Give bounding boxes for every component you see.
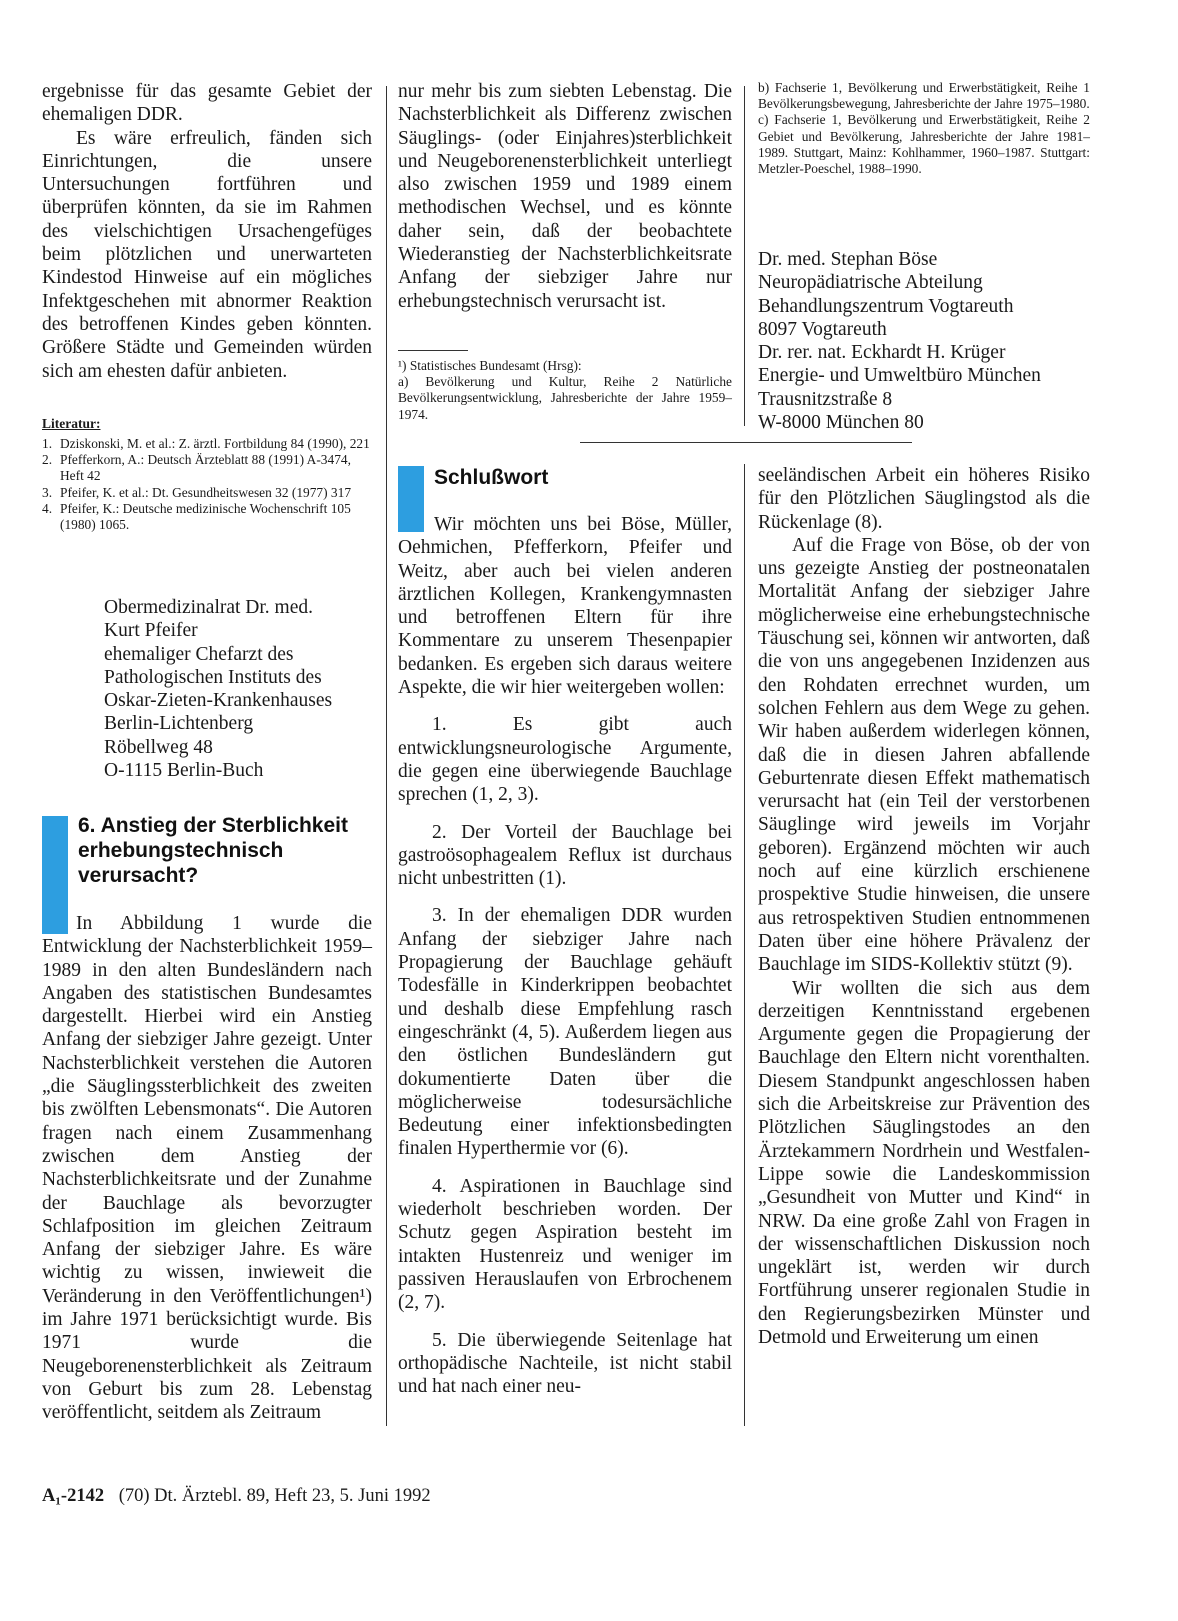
literature-item: 1. Dziskonski, M. et al.: Z. ärztl. Fortbildung 84 (1990), 221 xyxy=(42,436,370,451)
list-point: 5. Die überwiegende Seitenlage hat orthopädische Nachteile, ist nicht stabil und hat nach einer neu- xyxy=(398,1329,732,1398)
column-divider xyxy=(744,464,745,1426)
paragraph: Auf die Frage von Böse, ob der von uns gezeigte Anstieg der postneonatalen Mortalität Anfang der siebziger Jahre möglicherweise eine erhebungstechnische Täuschung sei, können wir antworten, daß die von uns angegebenen Inzidenzen aus den Rohdaten errechnet wurden, um solchen Fehlern aus dem Wege zu gehen. Wir haben außerdem widerlegen können, daß die in diesen Jahren abfallende Geburtenrate diesen Effekt mathematisch verursacht hat (ein Teil der verstorbenen Säuglinge wird jeweils im Vorjahr geboren). Ergänzend möchten wir auch noch auf eine kürzlich erschienene prospektive Studie hinweisen, die unsere aus retrospektiven Studien entnommenen Daten über eine höhere Prävalenz der Bauchlage im SIDS-Kollektiv stützt (9). xyxy=(758,534,1090,976)
paragraph: Wir wollten die sich aus dem derzeitigen Kenntnisstand ergebenen Argumente gegen die Propagierung der Bauchlage den Eltern nicht vorenthalten. Diesem Standpunkt angeschlossen haben sich die Arbeitskreise zur Prävention des Plötzlichen Säuglingstodes an den Ärztekammern Nordrhein und Westfalen-Lippe sowie die Landeskommission „Gesundheit von Mutter und Kind“ in NRW. Da eine große Zahl von Fragen in der wissenschaftlichen Diskussion noch ungeklärt ist, werden wir durch Fortführung unserer regionalen Studie in den Regierungsbezirken Münster und Detmold und Erweiterung um einen xyxy=(758,977,1090,1348)
footnote: a) Bevölkerung und Kultur, Reihe 2 Natürliche Bevölkerungsentwicklung, Jahresberichte der Jahre 1959–1974. xyxy=(398,374,732,422)
address-line: Behandlungszentrum Vogtareuth xyxy=(758,295,1014,317)
schlusswort-heading: Schlußwort xyxy=(434,466,549,489)
address-line: Neuropädiatrische Abteilung xyxy=(758,272,983,294)
schlusswort-body xyxy=(398,513,732,1398)
literature-section xyxy=(42,416,374,533)
column-divider xyxy=(386,86,387,1426)
address-line: Obermedizinalrat Dr. med. xyxy=(104,597,314,618)
literature-item: 4. Pfeifer, K.: Deutsche medizinische Wochenschrift 105 (1980) 1065. xyxy=(42,500,351,533)
author-address-2 xyxy=(758,248,1098,434)
footnotes-col3 xyxy=(758,80,1090,177)
column-1-intro xyxy=(42,80,372,383)
paragraph: seeländischen Arbeit ein höheres Risiko für den Plötzlichen Säuglingstod als die Rückenlage (8). xyxy=(758,465,1090,533)
paragraph: Es wäre erfreulich, fänden sich Einrichtungen, die unsere Untersuchungen fortführen und überprüfen könnten, da sie im Rahmen des vielschichtigen Ursachengefüges beim plötzlichen und unerwarteten Kindestod Hinweise auf ein mögliches Infektgeschehen mit abnormer Reaktion des betroffenen Kindes geben könnten. Größere Städte und Gemeinden würden sich am ehesten dafür anbieten. xyxy=(42,127,372,382)
address-line: Berlin-Lichtenberg xyxy=(104,713,254,735)
column-2-top xyxy=(398,80,732,313)
list-point: 3. In der ehemaligen DDR wurden Anfang der siebziger Jahre nach Propagierung der Bauchlage gehäuft Todesfälle in Kinderkrippen beobachtet und deshalb diese Empfehlung rasch eingeschränkt (4, 5). Außerdem liegen aus den östlichen Bundesländern gut dokumentierte Daten über die möglicherweise todesursächliche Bedeutung einer infektionsbedingten finalen Hyperthermie vor (6). xyxy=(398,905,732,1160)
address-line: 8097 Vogtareuth xyxy=(758,318,887,340)
literature-title: Literatur: xyxy=(42,416,101,431)
address-line: Kurt Pfeifer xyxy=(104,620,198,642)
address-line: Energie- und Umweltbüro München xyxy=(758,365,1041,387)
paragraph: nur mehr bis zum siebten Lebenstag. Die Nachsterblichkeit als Differenz zwischen Säuglings- (oder Einjahres)sterblichkeit und Neugeborenensterblichkeit unterliegt also zwischen 1959 und 1989 einem methodischen Wechsel, und es könnte daher sein, daß der beobachtete Wiederanstieg der Nachsterblichkeitsrate Anfang der siebziger Jahre nur erhebungstechnisch verursacht ist. xyxy=(398,81,732,312)
footnote-rule xyxy=(398,350,468,351)
paragraph: In Abbildung 1 wurde die Entwicklung der Nachsterblichkeit 1959–1989 in den alten Bundesländern nach Angaben des statistischen Bundesamtes dargestellt. Hierbei wird ein Anstieg Anfang der siebziger Jahre gezeigt. Unter Nachsterblichkeit verstehen die Autoren „die Säuglingssterblichkeit des zweiten bis zwölften Lebensmonats“. Die Autoren fragen nach einem Zusammenhang zwischen dem Anstieg der Nachsterblichkeitsrate und der Zunahme der Bauchlage als bevorzugter Schlafposition im gleichen Zeitraum Anfang der siebziger Jahre. Es wäre wichtig zu wissen, inwieweit die Veränderung in den Veröffentlichungen¹) im Jahre 1971 berücksichtigt wurde. Bis 1971 wurde die Neugeborenensterblichkeit als Zeitraum von Geburt bis zum 28. Lebenstag veröffentlicht, seitdem als Zeitraum xyxy=(42,913,372,1424)
author-address-1 xyxy=(104,596,374,782)
address-line: Oskar-Zieten-Krankenhauses xyxy=(104,690,333,712)
column-3-body xyxy=(758,464,1090,1349)
section-divider xyxy=(580,442,912,443)
footnote: b) Fachserie 1, Bevölkerung und Erwerbstätigkeit, Reihe 1 Bevölkerungsbewegung, Jahresberichte der Jahre 1975–1980. xyxy=(758,80,1090,112)
section-6-heading: 6. Anstieg der Sterblichkeit erhebungstechnisch verursacht? xyxy=(78,814,348,887)
section-6-body xyxy=(42,912,372,1425)
address-line: Trausnitzstraße 8 xyxy=(758,388,893,410)
footnote: c) Fachserie 1, Bevölkerung und Erwerbstätigkeit, Reihe 2 Gebiet und Bevölkerung, Jahresberichte der Jahre 1981–1989. Stuttgart, Mainz: Kohlhammer, 1960–1987. Stuttgart: Metzler-Poeschel, 1988–1990. xyxy=(758,112,1090,177)
address-line: W-8000 München 80 xyxy=(758,412,924,434)
address-line: Dr. med. Stephan Böse xyxy=(758,249,938,270)
list-point: 2. Der Vorteil der Bauchlage bei gastroösophagealem Reflux ist durchaus nicht unbestritten (1). xyxy=(398,821,732,890)
literature-list xyxy=(42,436,374,533)
column-divider xyxy=(744,86,745,426)
page-code: A₁-2142 xyxy=(42,1486,105,1506)
paragraph: Wir möchten uns bei Böse, Müller, Oehmichen, Pfefferkorn, Pfeifer und Weitz, aber auch bei vielen anderen ärztlichen Kollegen, Krankengymnasten und betroffenen Eltern für ihre Kommentare zu unserem Thesenpapier bedanken. Es ergeben sich daraus weitere Aspekte, die wir hier weitergeben wollen: xyxy=(398,514,732,699)
address-line: O-1115 Berlin-Buch xyxy=(104,760,264,782)
paragraph: ergebnisse für das gesamte Gebiet der ehemaligen DDR. xyxy=(42,81,372,126)
citation: (70) Dt. Ärztebl. 89, Heft 23, 5. Juni 1992 xyxy=(118,1486,431,1506)
address-line: ehemaliger Chefarzt des xyxy=(104,643,294,665)
list-point: 1. Es gibt auch entwicklungsneurologische Argumente, die gegen eine überwiegende Bauchlage sprechen (1, 2, 3). xyxy=(398,714,732,806)
footnote: ¹) Statistisches Bundesamt (Hrsg): xyxy=(398,358,582,373)
list-point: 4. Aspirationen in Bauchlage sind wiederholt beschrieben worden. Der Schutz gegen Aspiration besteht im intakten Hustenreiz und weniger im passiven Herauslaufen von Erbrochenem (2, 7). xyxy=(398,1175,732,1314)
footnotes-col2 xyxy=(398,358,732,423)
address-line: Dr. rer. nat. Eckhardt H. Krüger xyxy=(758,342,1006,364)
literature-item: 3. Pfeifer, K. et al.: Dt. Gesundheitswesen 32 (1977) 317 xyxy=(42,484,352,500)
address-line: Röbellweg 48 xyxy=(104,736,213,758)
address-line: Pathologischen Instituts des xyxy=(104,666,322,688)
page-footer xyxy=(42,1486,431,1507)
literature-item: 2. Pfefferkorn, A.: Deutsch Ärzteblatt 88 (1991) A-3474, Heft 42 xyxy=(42,452,351,484)
